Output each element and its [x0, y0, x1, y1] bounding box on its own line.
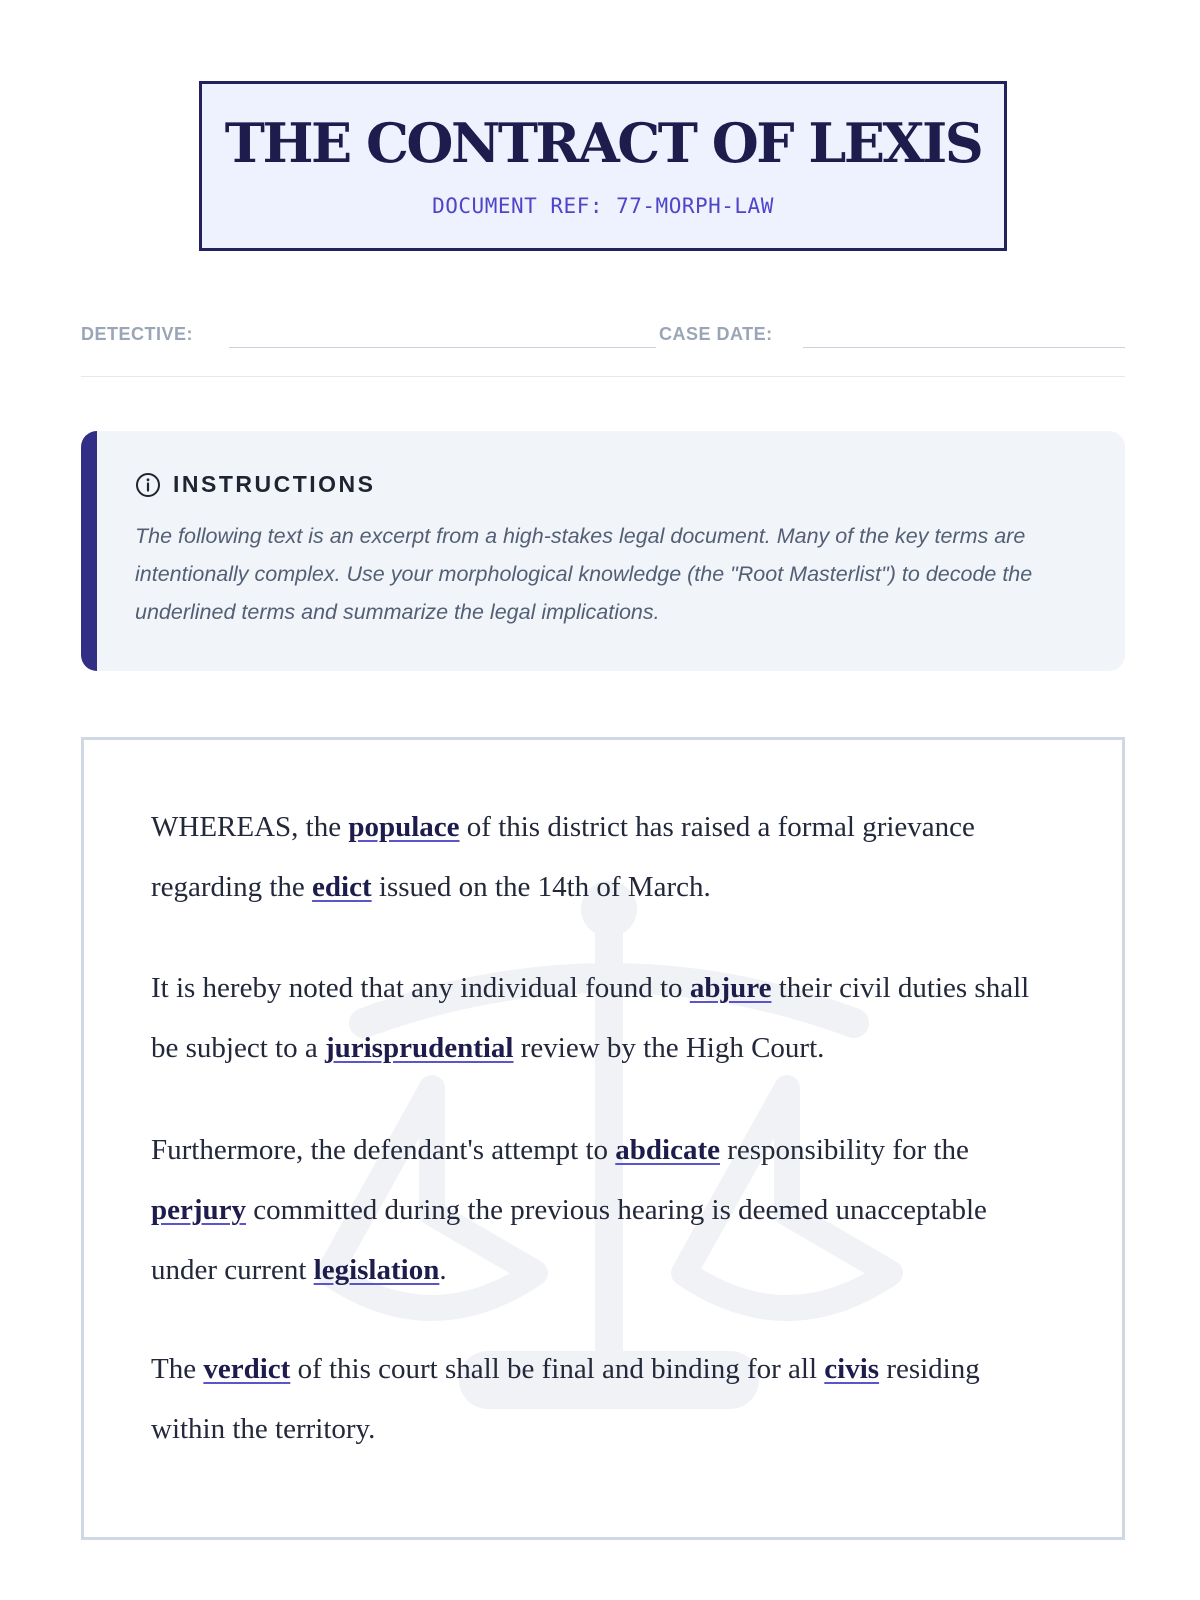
clause-text: It is hereby noted that any individual found to: [151, 972, 690, 1004]
document-header: [199, 81, 1007, 251]
term-jurisprudential[interactable]: jurisprudential: [324, 1032, 514, 1064]
document-ref: DOCUMENT REF: 77-MORPH-LAW: [432, 194, 774, 218]
instructions-heading: [135, 471, 376, 498]
clause-text: of this court shall be final and binding for all: [290, 1353, 825, 1385]
case-date-field[interactable]: [803, 347, 1125, 348]
clause-text: their civil duties shall be subject to a: [151, 972, 1030, 1064]
term-populace[interactable]: populace: [348, 811, 460, 843]
info-circle-icon: [135, 472, 161, 498]
case-date-label: CASE DATE:: [659, 324, 773, 344]
term-abjure[interactable]: abjure: [689, 972, 772, 1004]
clause-text: .: [439, 1254, 447, 1286]
term-civis[interactable]: civis: [824, 1353, 880, 1385]
term-perjury[interactable]: perjury: [151, 1194, 247, 1226]
contract-excerpt: [81, 737, 1125, 1540]
clause-text: of this district has raised a formal grievance regarding the: [151, 811, 975, 903]
document-title: THE CONTRACT OF LEXIS: [224, 111, 982, 175]
term-legislation[interactable]: legislation: [313, 1254, 440, 1286]
detective-field[interactable]: [229, 347, 656, 348]
clause-text: committed during the previous hearing is deemed unacceptable under current: [151, 1194, 987, 1286]
clause-text: responsibility for the: [719, 1134, 969, 1166]
clause-text: residing within the territory.: [151, 1353, 980, 1445]
instructions-panel: [81, 431, 1125, 671]
detective-label: DETECTIVE:: [81, 324, 194, 344]
clause-text: Furthermore, the defendant's attempt to: [151, 1134, 616, 1166]
contract-clause-4: [151, 1339, 1051, 1459]
instructions-text: The following text is an excerpt from a high-stakes legal document. Many of the key terms are intentionally complex. Use your morphological knowledge (the "Root Masterlist") to decode the underlined terms and summarize the legal implications.: [135, 524, 1033, 624]
instructions-title: INSTRUCTIONS: [173, 471, 376, 497]
clause-text: issued on the 14th of March.: [371, 871, 711, 903]
contract-clause-1: [151, 797, 1051, 917]
clause-text: WHEREAS, the: [151, 811, 349, 843]
contract-clause-2: [151, 958, 1051, 1078]
term-edict[interactable]: edict: [312, 871, 372, 903]
contract-clause-3: [151, 1120, 1051, 1300]
term-verdict[interactable]: verdict: [203, 1353, 291, 1385]
clause-text: review by the High Court.: [513, 1032, 825, 1064]
clause-text: The: [151, 1353, 204, 1385]
case-meta-row: [81, 310, 1125, 377]
term-abdicate[interactable]: abdicate: [615, 1134, 720, 1166]
